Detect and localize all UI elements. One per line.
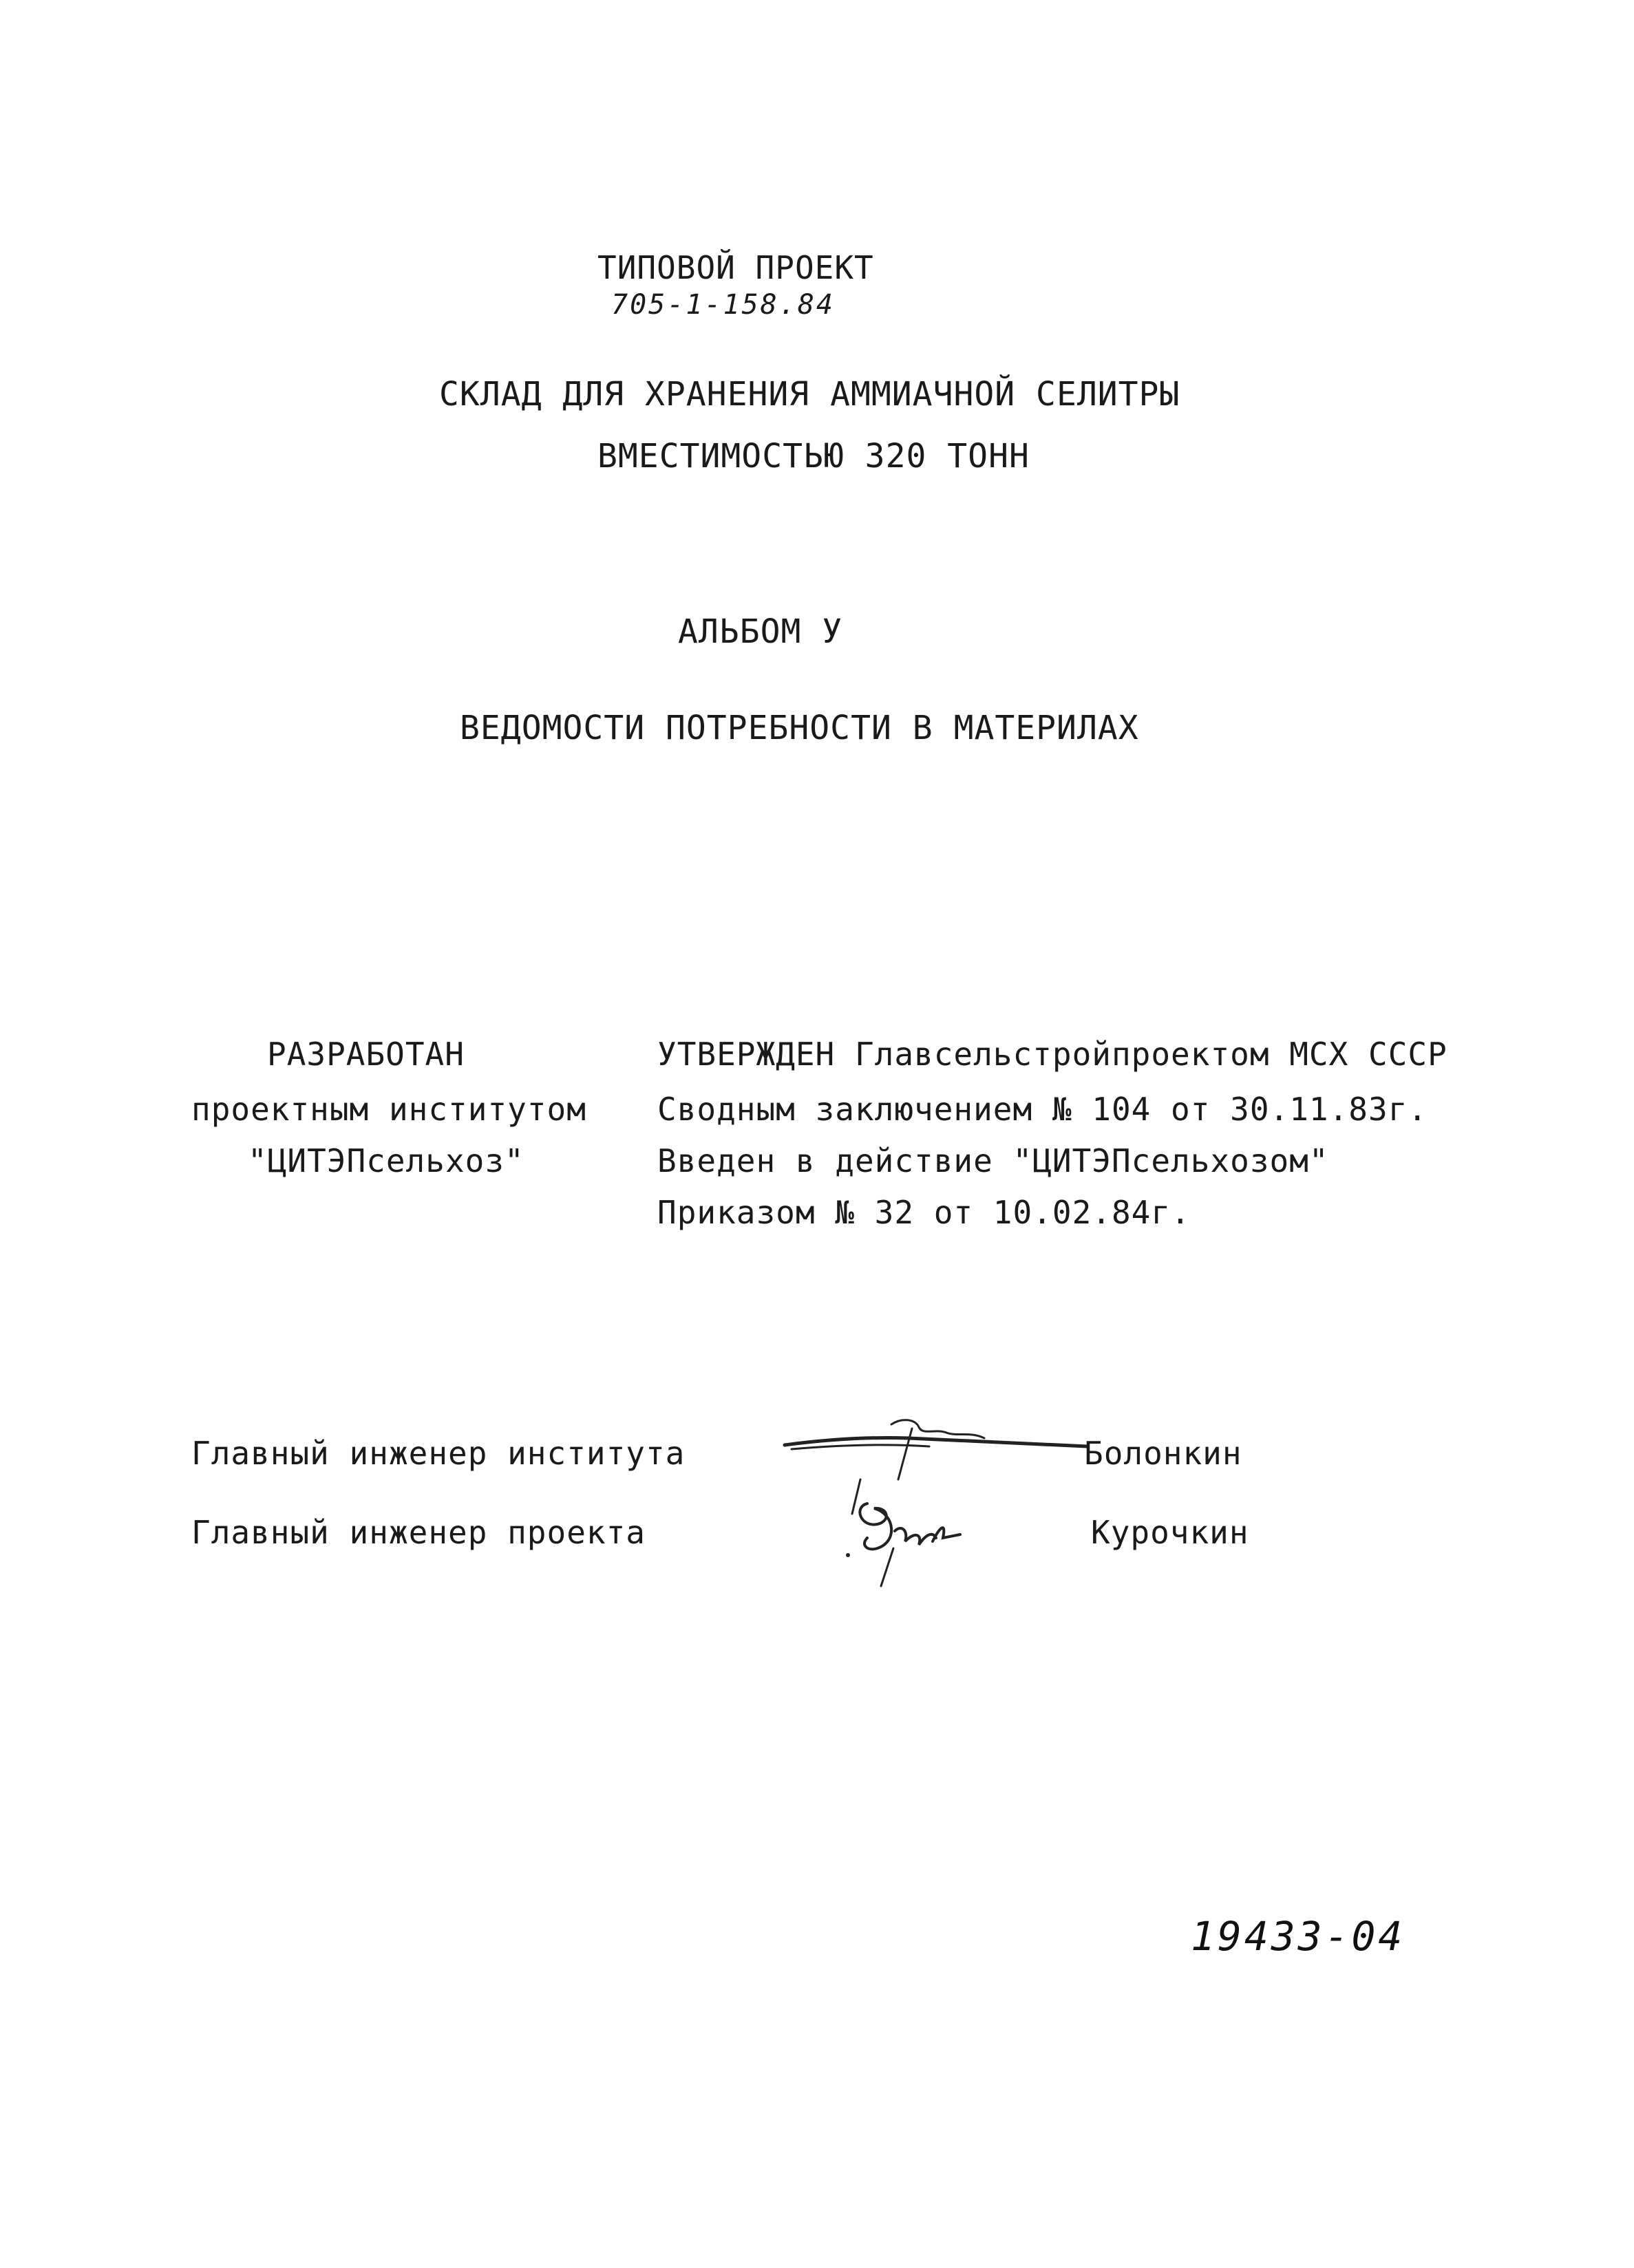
signatory-name: Болонкин: [1084, 1435, 1242, 1472]
developed-line-2: "ЦИТЭПсельхоз": [248, 1142, 524, 1179]
developed-heading: РАЗРАБОТАН: [267, 1036, 465, 1073]
developed-line-1: проектным институтом: [191, 1091, 586, 1128]
signatory-role: Главный инженер проекта: [191, 1514, 646, 1551]
document-title-line-2: ВМЕСТИМОСТЬЮ 320 ТОНН: [597, 437, 1030, 475]
approved-line-3: Введен в действие "ЦИТЭПсельхозом": [657, 1142, 1329, 1179]
document-title-line-1: СКЛАД ДЛЯ ХРАНЕНИЯ АММИАЧНОЙ СЕЛИТРЫ: [439, 375, 1180, 414]
project-type: ТИПОВОЙ ПРОЕКТ: [597, 249, 874, 286]
album-label: АЛЬБОМ У: [678, 612, 843, 651]
approved-line-1: УТВЕРЖДЕН Главсельстройпроектом МСХ СССР: [657, 1036, 1447, 1073]
signature-mark-2: [812, 1466, 1005, 1603]
album-subtitle: ВЕДОМОСТИ ПОТРЕБНОСТИ В МАТЕРИЛАХ: [460, 709, 1139, 747]
approved-line-2: Сводным заключением № 104 от 30.11.83г.: [657, 1091, 1428, 1128]
approved-line-4: Приказом № 32 от 10.02.84г.: [657, 1194, 1191, 1231]
signatory-role: Главный инженер института: [191, 1435, 686, 1472]
signatory-name: Курочкин: [1091, 1514, 1249, 1551]
project-number: 705-1-158.84: [611, 289, 835, 321]
archive-number: 19433-04: [1191, 1913, 1405, 1960]
